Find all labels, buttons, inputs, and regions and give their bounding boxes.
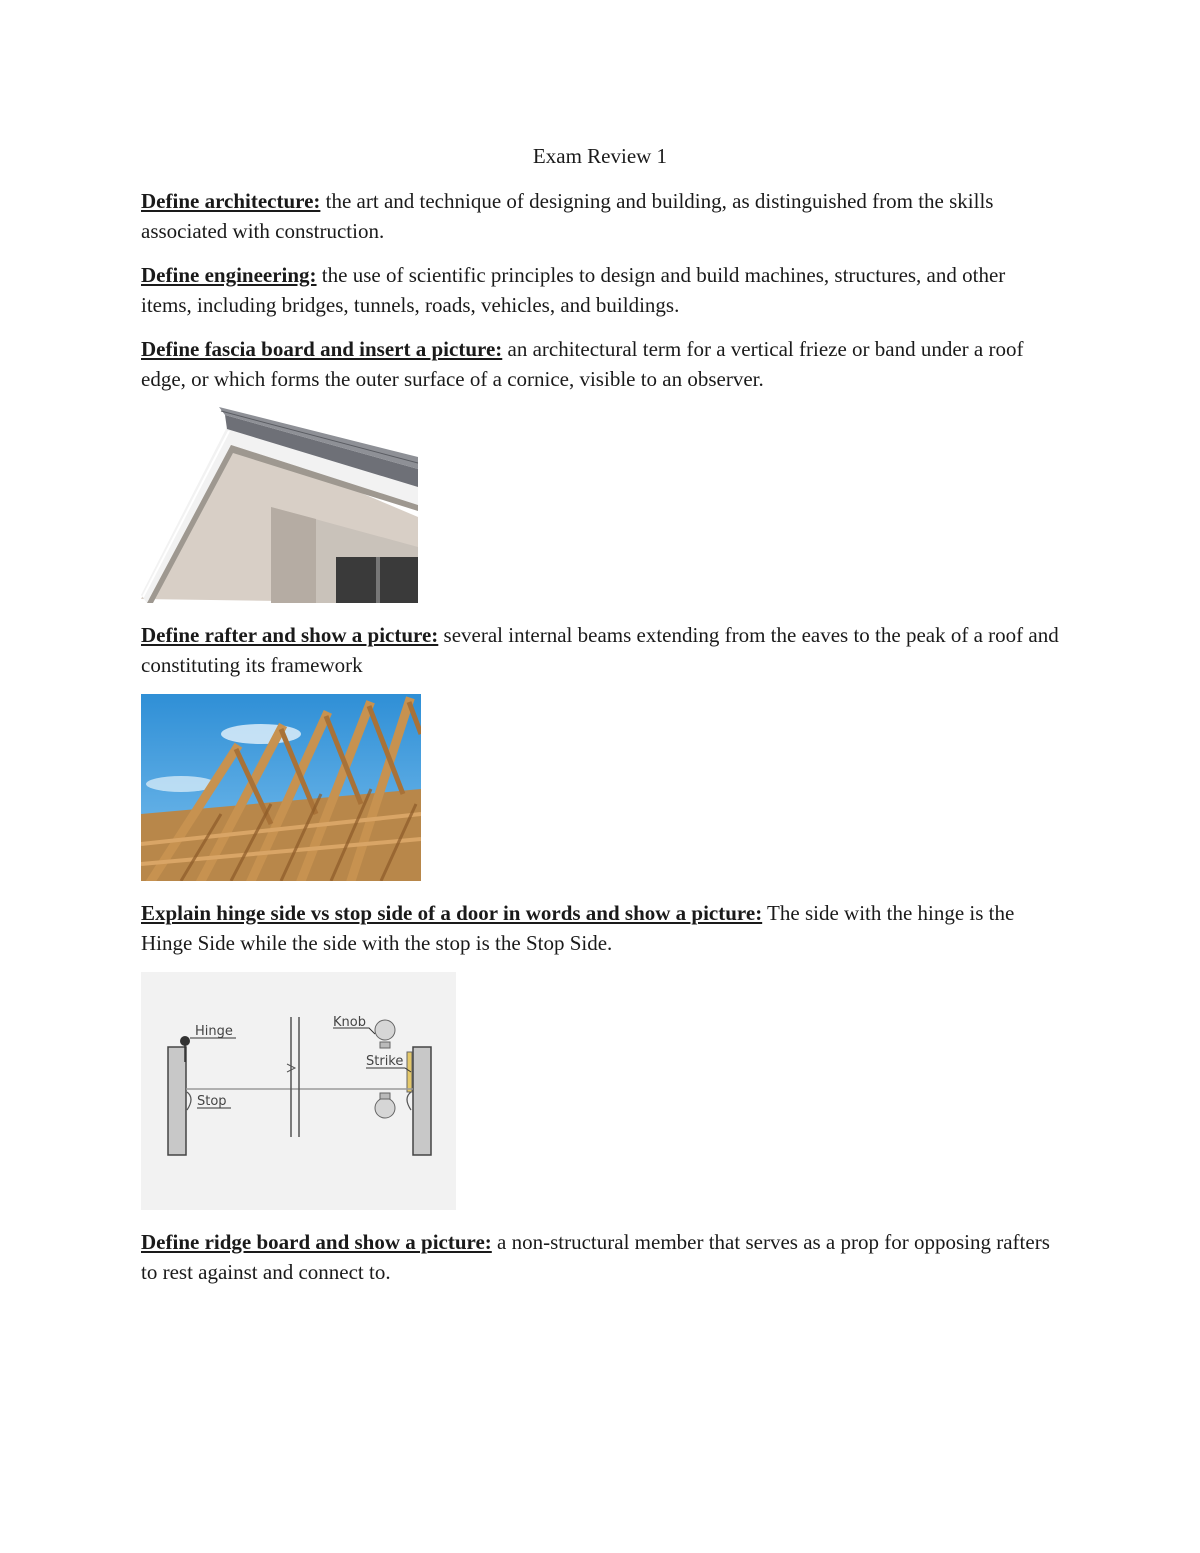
paragraph-engineering [141, 260, 1061, 320]
definition-ridge-board: a non-structural member that serves as a prop for opposing rafters to rest against and connect to. [141, 1230, 1050, 1284]
heading-fascia-board: Define fascia board and insert a picture: [141, 337, 503, 361]
paragraph-fascia-board [141, 334, 1061, 394]
paragraph-rafter [141, 620, 1061, 680]
door-hinge-stop-diagram [141, 972, 456, 1210]
heading-architecture: Define architecture: [141, 189, 321, 213]
heading-rafter: Define rafter and show a picture: [141, 623, 439, 647]
definition-fascia-board: an architectural term for a vertical frieze or band under a roof edge, or which forms the outer surface of a cornice, visible to an observer. [141, 337, 1024, 391]
rafter-photo [141, 694, 421, 881]
paragraph-architecture [141, 186, 1061, 246]
knob-label: Knob [333, 1015, 366, 1030]
definition-hinge-stop-side: The side with the hinge is the Hinge Side while the side with the stop is the Stop Side. [141, 901, 1015, 955]
page-title: Exam Review 1 [532, 144, 668, 168]
stop-label: Stop [197, 1094, 227, 1109]
paragraph-hinge-stop-side [141, 898, 1061, 958]
heading-hinge-stop-side: Explain hinge side vs stop side of a door in words and show a picture: [141, 901, 763, 925]
heading-ridge-board: Define ridge board and show a picture: [141, 1230, 492, 1254]
fascia-board-photo [141, 407, 418, 603]
strike-label: Strike [366, 1054, 404, 1069]
definition-engineering: the use of scientific principles to design and build machines, structures, and other items, including bridges, tunnels, roads, vehicles, and buildings. [141, 263, 1006, 317]
definition-architecture: the art and technique of designing and building, as distinguished from the skills associated with construction. [141, 189, 994, 243]
heading-engineering: Define engineering: [141, 263, 317, 287]
definition-rafter: several internal beams extending from the eaves to the peak of a roof and constituting its framework [141, 623, 1059, 677]
hinge-label: Hinge [195, 1024, 233, 1039]
paragraph-ridge-board [141, 1227, 1061, 1287]
